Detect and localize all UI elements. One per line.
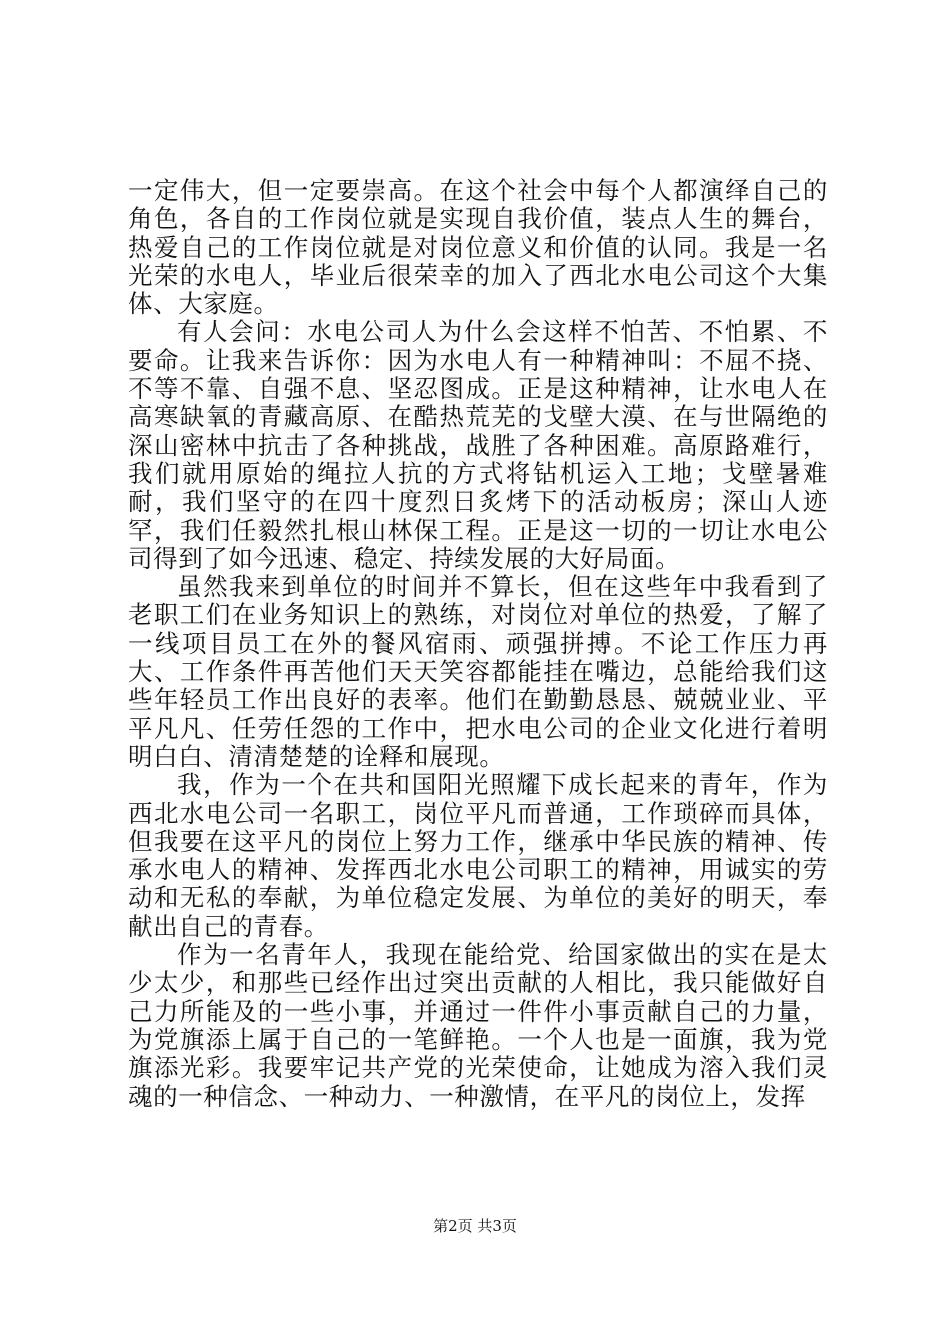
paragraph-4: 我，作为一个在共和国阳光照耀下成长起来的青年，作为西北水电公司一名职工，岗位平凡而普通，工作琐碎而具体，但我要在这平凡的岗位上努力工作，继承中华民族的精神、传承水电人的精神、发挥西北水电公司职工的精神，用诚实的劳动和无私的奉献，为单位稳定发展、为单位的美好的明天，奉献出自己的青春。 bbox=[128, 770, 828, 941]
paragraph-2: 有人会问：水电公司人为什么会这样不怕苦、不怕累、不要命。让我来告诉你：因为水电人有一种精神叫：不屈不挠、不等不靠、自强不息、坚忍图成。正是这种精神，让水电人在高寒缺氧的青藏高原、在酷热荒芜的戈壁大漠、在与世隔绝的深山密林中抗击了各种挑战，战胜了各种困难。高原路难行，我们就用原始的绳拉人抗的方式将钻机运入工地；戈壁暑难耐，我们坚守的在四十度烈日炙烤下的活动板房；深山人迹罕，我们任毅然扎根山林保工程。正是这一切的一切让水电公司得到了如今迅速、稳定、持续发展的大好局面。 bbox=[128, 317, 828, 573]
paragraph-5: 作为一名青年人，我现在能给党、给国家做出的实在是太少太少，和那些已经作出过突出贡献的人相比，我只能做好自己力所能及的一些小事，并通过一件件小事贡献自己的力量，为党旗添上属于自己的一笔鲜艳。一个人也是一面旗，我为党旗添光彩。我要牢记共产党的光荣使命，让她成为溶入我们灵魂的一种信念、一种动力、一种激情，在平凡的岗位上，发挥 bbox=[128, 940, 828, 1111]
page-number-indicator: 第2页 共3页 bbox=[433, 1217, 517, 1235]
body-text bbox=[128, 177, 828, 1111]
paragraph-3: 虽然我来到单位的时间并不算长，但在这些年中我看到了老职工们在业务知识上的熟练，对岗位对单位的热爱，了解了一线项目员工在外的餐风宿雨、顽强拼搏。不论工作压力再大、工作条件再苦他们天天笑容都能挂在嘴边，总能给我们这些年轻员工作出良好的表率。他们在勤勤恳恳、兢兢业业、平平凡凡、任劳任怨的工作中，把水电公司的企业文化进行着明明白白、清清楚楚的诠释和展现。 bbox=[128, 572, 828, 771]
paragraph-1: 一定伟大，但一定要崇高。在这个社会中每个人都演绎自己的角色，各自的工作岗位就是实现自我价值，装点人生的舞台，热爱自己的工作岗位就是对岗位意义和价值的认同。我是一名光荣的水电人，毕业后很荣幸的加入了西北水电公司这个大集体、大家庭。 bbox=[128, 176, 828, 319]
page-footer bbox=[0, 1215, 950, 1236]
